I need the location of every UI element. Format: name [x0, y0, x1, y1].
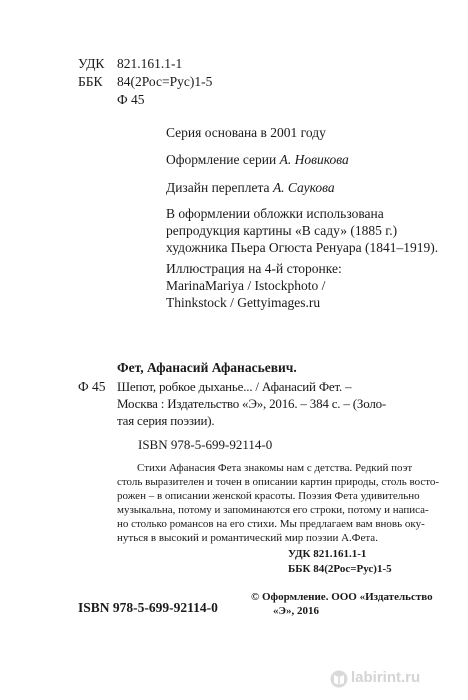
series-design-prefix: Оформление серии — [166, 152, 280, 167]
copyright — [251, 590, 433, 618]
cover-note-line: художника Пьера Огюста Ренуара (1841–1919). — [166, 240, 439, 255]
author-code: Ф 45 — [117, 92, 145, 107]
binding-design — [166, 179, 335, 196]
catalog-bbk: ББК 84(2Рос=Рус)1-5 — [288, 563, 392, 575]
cover-note-line: репродукция картины «В саду» (1885 г.) — [166, 223, 398, 238]
binding-design-prefix: Дизайн переплета — [166, 180, 273, 195]
cover-note — [166, 205, 438, 256]
annotation — [117, 461, 439, 545]
cover-note-line: В оформлении обложки использована — [166, 206, 384, 221]
catalog-isbn: ISBN 978-5-699-92114-0 — [138, 437, 273, 452]
annotation-line: столь выразителен и точен в описании картин природы, столь восто- — [117, 476, 440, 488]
series-design-name: А. Новикова — [279, 152, 349, 167]
watermark-logo — [330, 668, 456, 690]
catalog-udk: УДК 821.161.1-1 — [288, 548, 367, 560]
catalog-line: тая серия поэзии). — [117, 413, 215, 428]
illustration-note-line: Thinkstock / Gettyimages.ru — [166, 295, 321, 310]
udk-label: УДК — [78, 56, 105, 71]
illustration-note-line: Иллюстрация на 4-й сторонке: — [166, 261, 342, 276]
watermark-book-icon — [330, 670, 348, 688]
binding-design-name: А. Саукова — [272, 180, 335, 195]
catalog-line: Шепот, робкое дыханье... / Афанасий Фет. – — [117, 379, 352, 394]
annotation-line: музыкальна, потому и запоминаются его строки, потому и написа- — [117, 504, 429, 516]
series-note: Серия основана в 2001 году — [166, 125, 326, 140]
bbk-value: 84(2Рос=Рус)1-5 — [117, 74, 213, 89]
annotation-line: Стихи Афанасия Фета знакомы нам с детства. Редкий поэт — [137, 462, 413, 474]
catalog-description — [117, 378, 386, 429]
illustration-note-line: MarinaMariya / Istockphoto / — [166, 278, 326, 293]
series-design — [166, 151, 349, 168]
annotation-line: но столько романсов на его стихи. Мы предлагаем вам вновь оку- — [117, 518, 425, 530]
catalog-line: Москва : Издательство «Э», 2016. – 384 с. – (Золо- — [117, 396, 387, 411]
annotation-line: нуться в высокий и романтический мир поэзии А.Фета. — [117, 532, 378, 544]
illustration-note — [166, 260, 342, 311]
bbk-label: ББК — [78, 74, 103, 89]
copyright-line: © Оформление. ООО «Издательство — [251, 591, 433, 603]
footer-isbn: ISBN 978-5-699-92114-0 — [78, 600, 218, 615]
catalog-author: Фет, Афанасий Афанасьевич. — [117, 360, 297, 375]
watermark-text: labirint.ru — [351, 669, 421, 686]
copyright-line: «Э», 2016 — [273, 605, 319, 617]
udk-value: 821.161.1-1 — [117, 56, 183, 71]
catalog-code: Ф 45 — [78, 379, 106, 394]
annotation-line: рожен – в описании женской красоты. Поэзия Фета удивительно — [117, 490, 420, 502]
